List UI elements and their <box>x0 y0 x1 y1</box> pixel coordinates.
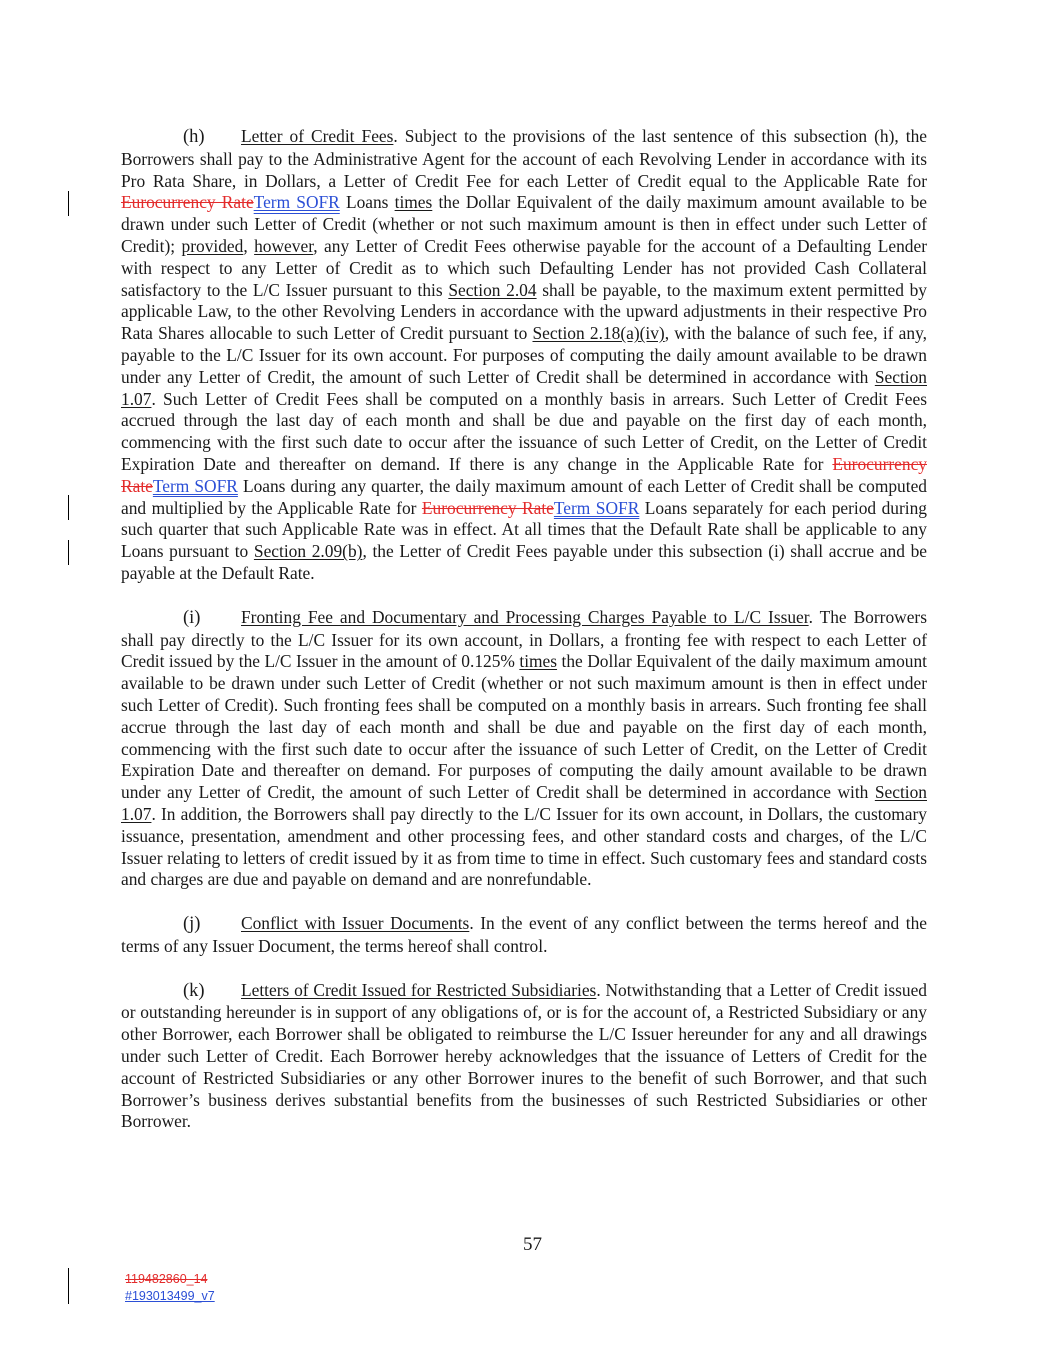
paragraph-heading: Letters of Credit Issued for Restricted Subsidiaries <box>241 979 597 1000</box>
change-bar <box>68 191 69 216</box>
paragraph-label: (h) <box>183 127 205 147</box>
paragraph-heading: Fronting Fee and Documentary and Processing Charges Payable to L/C Issuer <box>241 606 809 627</box>
paragraph-heading: Letter of Credit Fees <box>241 126 394 146</box>
document-id-block <box>125 1271 215 1305</box>
paragraph-label: (j) <box>183 914 201 935</box>
paragraph-label: (k) <box>183 980 205 1001</box>
paragraph-h: (h) Letter of Credit Fees. Subject to the provisions of the last sentence of this subsection (h), the Borrowers shall pay to the Administrative Agent for the account of each Revolving Lender in accordance with its Pro Rata Share, in Dollars, a Letter of Credit Fee for each Letter of Credit equal to the Applicable Rate for Eurocurrency RateTerm SOFR Loans times the Dollar Equivalent of the daily maximum amount available to be drawn under such Letter of Credit (whether or not such maximum amount is then in effect under such Letter of Credit); provided, however, any Letter of Credit Fees otherwise payable for the account of a Defaulting Lender with respect to any Letter of Credit as to which such Defaulting Lender has not provided Cash Collateral satisfactory to the L/C Issuer pursuant to this Section 2.04 shall be payable, to the maximum extent permitted by applicable Law, to the other Revolving Lenders in accordance with the upward adjustments in their respective Pro Rata Shares allocable to such Letter of Credit pursuant to Section 2.18(a)(iv), with the balance of such fee, if any, payable to the L/C Issuer for its own account. For purposes of computing the daily amount available to be drawn under any Letter of Credit, the amount of such Letter of Credit shall be determined in accordance with Section 1.07. Such Letter of Credit Fees shall be computed on a monthly basis in arrears. Such Letter of Credit Fees accrued through the last day of each month and shall be due and payable on the first day of each month, commencing with the first such date to occur after the issuance of such Letter of Credit, on the Letter of Credit Expiration Date and thereafter on demand. If there is any change in the Applicable Rate for Eurocurrency RateTerm SOFR Loans during any quarter, the daily maximum amount of each Letter of Credit shall be computed and multiplied by the Applicable Rate for Eurocurrency RateTerm SOFR Loans separately for each period during such quarter that such Applicable Rate was in effect. At all times that the Default Rate shall be applicable to any Loans pursuant to Section 2.09(b), the Letter of Credit Fees payable under this subsection (i) shall accrue and be payable at the Default Rate. <box>121 126 928 583</box>
section-reference: Section 2.04 <box>448 279 537 300</box>
inserted-text: Term SOFR <box>152 475 238 496</box>
section-reference: Section 1.07 <box>121 366 927 409</box>
paragraph-label: (i) <box>183 607 201 628</box>
inserted-text: Term SOFR <box>253 192 340 213</box>
old-document-id: 119482860_14 <box>125 1272 208 1286</box>
section-reference: Section 2.18(a)(iv) <box>532 323 665 344</box>
new-document-id: #193013499_v7 <box>125 1289 215 1303</box>
change-bar <box>68 540 69 565</box>
deleted-text: Eurocurrency Rate <box>121 453 927 496</box>
page-number: 57 <box>523 1234 542 1255</box>
document-page <box>121 126 927 1155</box>
deleted-text: Eurocurrency Rate <box>121 192 254 213</box>
change-bar <box>68 495 69 520</box>
paragraph-i: (i) Fronting Fee and Documentary and Processing Charges Payable to L/C Issuer. The Borrowers shall pay directly to the L/C Issuer for its own account, in Dollars, a fronting fee with respect to each Letter of Credit issued by the L/C Issuer in the amount of 0.125% times the Dollar Equivalent of the daily maximum amount available to be drawn under such Letter of Credit (whether or not such maximum amount is then in effect under such Letter of Credit). Such fronting fees shall be computed on a monthly basis in arrears. Such fronting fee shall accrue through the last day of each month and shall be due and payable on the first day of each month, commencing with the first such date to occur after the issuance of such Letter of Credit, on the Letter of Credit Expiration Date and thereafter on demand. For purposes of computing the daily amount available to be drawn under any Letter of Credit, the amount of such Letter of Credit shall be determined in accordance with Section 1.07. In addition, the Borrowers shall pay directly to the L/C Issuer for its own account, in Dollars, the customary issuance, presentation, amendment and other processing fees, and other standard costs and charges, of the L/C Issuer relating to letters of credit issued by it as from time to time in effect. Such customary fees and standard costs and charges are due and payable on demand and are nonrefundable. <box>121 606 927 890</box>
section-reference: Section 2.09(b) <box>253 541 363 562</box>
deleted-text: Eurocurrency Rate <box>421 497 554 518</box>
paragraph-j: (j) Conflict with Issuer Documents. In the event of any conflict between the terms hereof and the terms of any Issuer Document, the terms hereof shall control. <box>121 913 927 956</box>
emphasis-times: times <box>394 192 433 213</box>
section-reference: Section 1.07 <box>121 782 927 824</box>
paragraph-k: (k) Letters of Credit Issued for Restricted Subsidiaries. Notwithstanding that a Letter of Credit issued or outstanding hereunder is in support of any obligations of, or is for the account of, a Restricted Subsidiary or any other Borrower, each Borrower shall be obligated to reimburse the L/C Issuer hereunder for any and all drawings under such Letter of Credit. Each Borrower hereby acknowledges that the issuance of Letters of Credit for the account of Restricted Subsidiaries or any other Borrower inures to the benefit of such Borrower, and that such Borrower’s business derives substantial benefits from the businesses of such Restricted Subsidiaries or other Borrower. <box>121 979 928 1132</box>
inserted-text: Term SOFR <box>553 497 640 518</box>
emphasis-however: however <box>254 235 314 256</box>
change-bar <box>68 1268 69 1304</box>
paragraph-heading: Conflict with Issuer Documents <box>241 913 470 934</box>
emphasis-times: times <box>519 651 558 672</box>
emphasis-provided: provided <box>181 235 244 256</box>
